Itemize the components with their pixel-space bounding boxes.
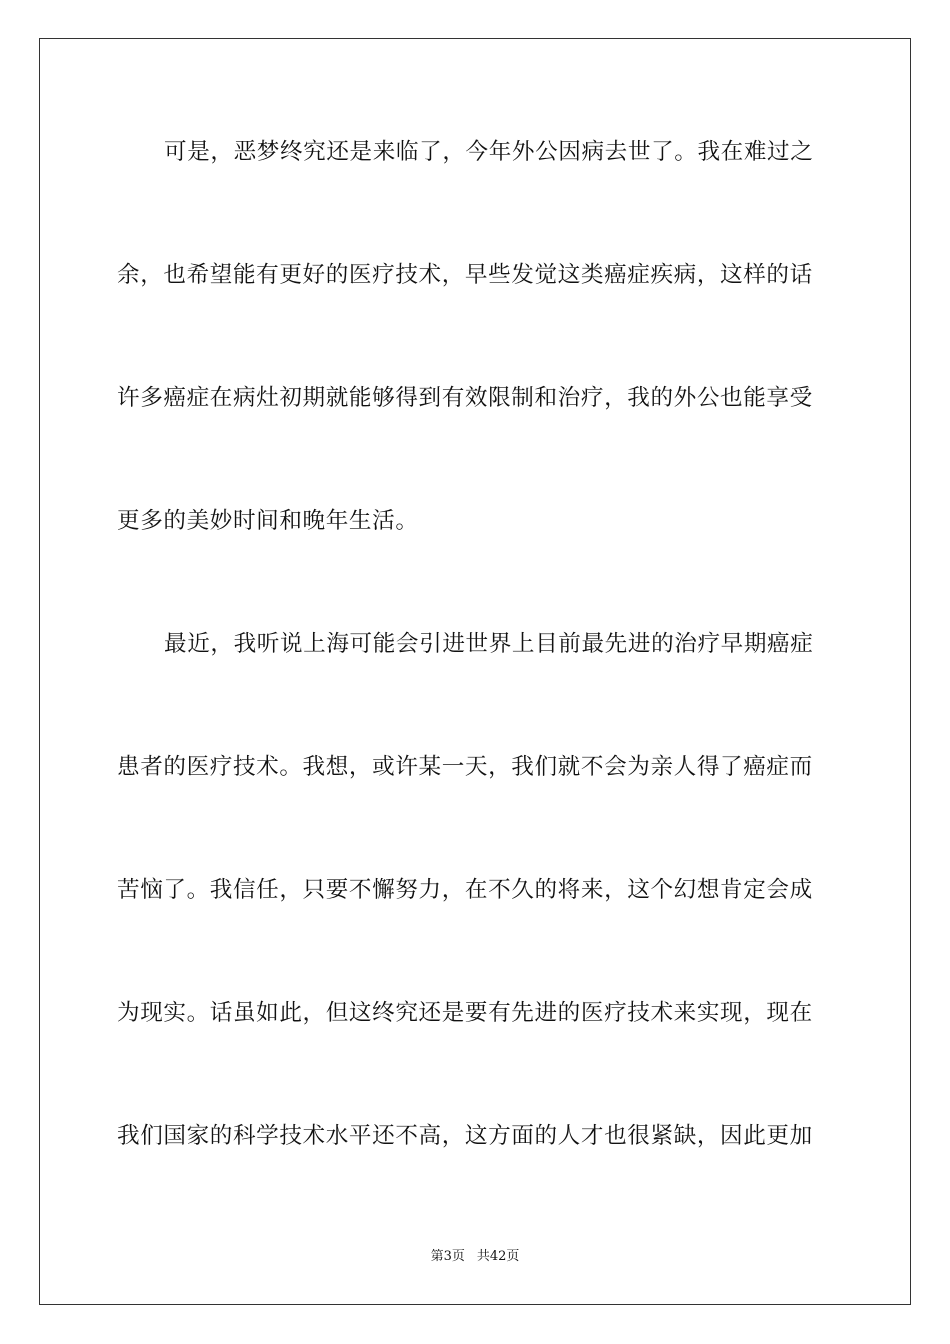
paragraph-line: 余，也希望能有更好的医疗技术，早些发觉这类癌症疾病，这样的话: [117, 262, 813, 288]
page-footer: [0, 1245, 950, 1264]
paragraph-line: 许多癌症在病灶初期就能够得到有效限制和治疗，我的外公也能享受: [117, 385, 813, 411]
paragraph-line: 可是，恶梦终究还是来临了，今年外公因病去世了。我在难过之: [164, 139, 814, 165]
page-number: 第3页: [430, 1249, 465, 1264]
paragraph-line: 更多的美妙时间和晚年生活。: [117, 508, 419, 534]
page-total: 共42页: [476, 1249, 520, 1264]
paragraph-line: 我们国家的科学技术水平还不高，这方面的人才也很紧缺，因此更加: [117, 1123, 813, 1149]
paragraph-line: 最近，我听说上海可能会引进世界上目前最先进的治疗早期癌症: [164, 631, 814, 657]
paragraph-line: 为现实。话虽如此，但这终究还是要有先进的医疗技术来实现，现在: [117, 1000, 813, 1026]
paragraph-line: 患者的医疗技术。我想，或许某一天，我们就不会为亲人得了癌症而: [117, 754, 813, 780]
paragraph-line: 苦恼了。我信任，只要不懈努力，在不久的将来，这个幻想肯定会成: [117, 877, 813, 903]
page-border: [39, 38, 911, 1305]
